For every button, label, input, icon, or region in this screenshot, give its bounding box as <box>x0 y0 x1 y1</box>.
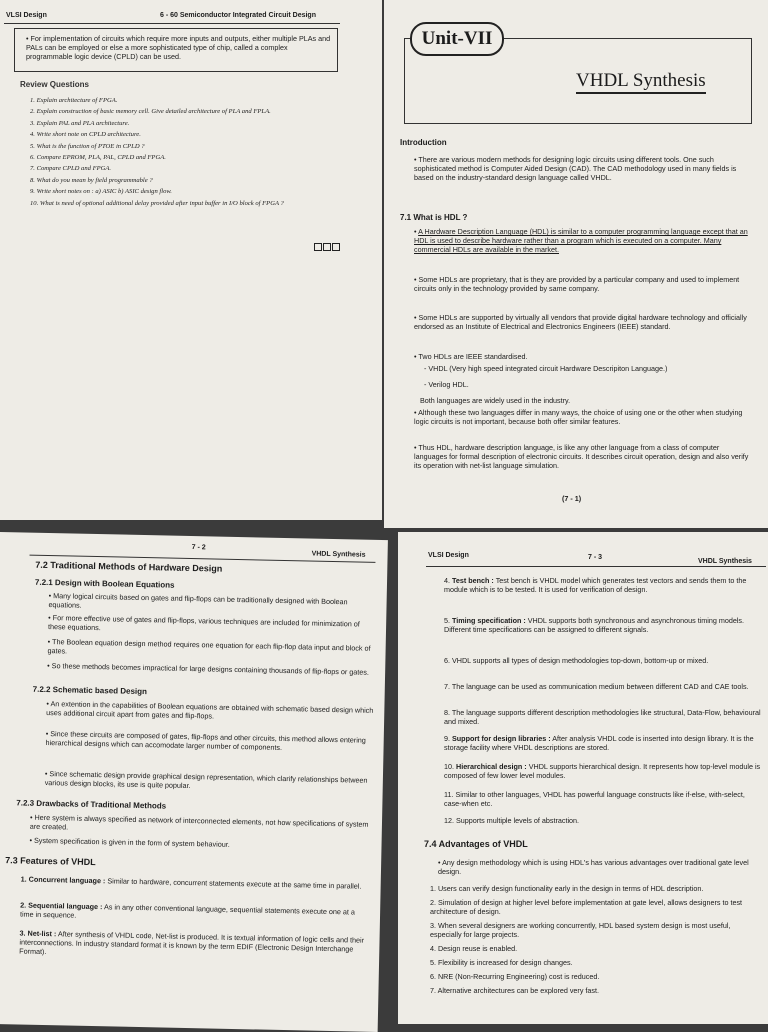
advantages-list <box>430 884 760 995</box>
feature-4: 4. Test bench : Test bench is VHDL model which generates test vectors and sends them to the module which is to be tested. It is used for verification of design. <box>444 576 747 594</box>
advantage-3: 3. When several designers are working concurrently, HDL based system design is most useful, especially for large projects. <box>430 921 731 939</box>
header-rule <box>4 23 340 24</box>
drawback-bullet-2: • System specification is given in the form of system behaviour. <box>29 835 230 849</box>
intro-heading: Introduction <box>400 138 447 147</box>
page-header-right: VHDL Synthesis <box>311 550 366 559</box>
drawback-bullet-1: • Here system is always specified as network of interconnected elements, not how specifications of system are created. <box>29 812 369 832</box>
section-7-1-heading: 7.1 What is HDL ? <box>400 213 468 222</box>
section-7-2-2-heading: 7.2.2 Schematic based Design <box>32 684 148 697</box>
chapter-title: VHDL Synthesis <box>576 70 706 94</box>
section-7-2-heading: 7.2 Traditional Methods of Hardware Design <box>35 559 223 574</box>
hdl-bullet-2: • Some HDLs are proprietary, that is they are provided by a particular company and used to implement circuits only in the technology provided by same company. <box>414 275 740 293</box>
page-header-right: 6 - 60 Semiconductor Integrated Circuit Design <box>160 12 316 19</box>
both-languages: Both languages are widely used in the industry. <box>420 396 571 405</box>
feature-6: 6. VHDL supports all types of design methodologies top-down, bottom-up or mixed. <box>444 656 709 665</box>
page-7-2 <box>0 532 388 1032</box>
boolean-bullet-3: • The Boolean equation design method requires one equation for each flip-flop data input and block of gates. <box>47 637 371 656</box>
intro-bullet: • There are various modern methods for designing logic circuits using different tools. One such sophisticated method is Computer Aided Design (CAD). The CAD methodology used in many fields is based on the industry-standard design language called VHDL. <box>414 155 737 182</box>
advantage-6: 6. NRE (Non-Recurring Engineering) cost is reduced. <box>430 972 600 981</box>
feature-5: 5. Timing specification : VHDL supports both synchronous and asynchronous timing models. Different time specifications can be assigned to different signals. <box>444 616 745 634</box>
page-6-60 <box>0 0 382 520</box>
section-7-4-heading: 7.4 Advantages of VHDL <box>424 839 528 849</box>
feature-8: 8. The language supports different description methodologies like structural, Data-Flow, behavioural and mixed. <box>444 708 761 726</box>
schematic-bullet-1: • An extention in the capabilities of Boolean equations are obtained with schematic based design which uses additional circuit apart from gates and flip-flops. <box>46 699 374 721</box>
feature-10: 10. Hierarchical design : VHDL supports hierarchical design. It represents how top-level module is composed of few lower level modules. <box>444 762 761 780</box>
header-rule <box>426 566 766 567</box>
hdl-bullet-4: • Two HDLs are IEEE standardised. <box>414 352 528 361</box>
advantages-bullet: • Any design methodology which is using HDL's has various advantages over traditional gate level design. <box>438 858 749 876</box>
section-7-2-1-heading: 7.2.1 Design with Boolean Equations <box>34 577 175 590</box>
hdl-bullet-1: • A Hardware Description Language (HDL) is similar to a computer programming language except that an HDL is used to describe hardware rather than a program which is executed on a computer. Many commercial HDLs are available in the market. <box>414 227 748 254</box>
review-questions: 1. Explain architecture of FPGA. 2. Explain construction of basic memory cell. Give detailed architecture of PLA and FPLA. 3. Explain PAL and PLA architecture. 4. Write short note on CPLD architecture. 5. What is the function of PTOE in CPLD ? 6. Compare EPROM, PLA, PAL, CPLD and FPGA. 7. Compare CPLD and FPGA. 8. What do you mean by field programmable ? 9. Write short notes on : a) ASIC b) ASIC design flow. 10. What is need of optional additional delay provided after input buffer in I/O block of FPGA ? <box>30 97 284 207</box>
box-bullet: • For implementation of circuits which require more inputs and outputs, either multiple PLAs and PALs can be employed or else a more sophisticated type of chip, called a complex programmable logic device (CPLD) can be used. <box>26 34 331 61</box>
page-7-1 <box>384 0 768 528</box>
advantage-5: 5. Flexibility is increased for design changes. <box>430 958 573 967</box>
advantage-2: 2. Simulation of design at higher level before implementation at gate level, allows designers to test architecture of design. <box>430 898 743 916</box>
page-header-left: VLSI Design <box>6 12 47 19</box>
feature-7: 7. The language can be used as communication medium between different CAD and CAE tools. <box>444 682 749 691</box>
feature-9: 9. Support for design libraries : After analysis VHDL code is inserted into design library. It is the storage facility where VHDL descriptions are stored. <box>444 734 754 752</box>
feature-12: 12. Supports multiple levels of abstraction. <box>444 816 580 825</box>
advantage-4: 4. Design reuse is enabled. <box>430 944 518 953</box>
page-number: (7 - 1) <box>562 494 582 503</box>
feature-2: 2. Sequential language : As in any other conventional language, sequential statements execute one at a time in sequence. <box>19 900 356 920</box>
boolean-bullet-1: • Many logical circuits based on gates and flip-flops can be traditionally designed with Boolean equations. <box>48 591 348 610</box>
page-header-left: VLSI Design <box>428 552 469 559</box>
vhdl-item: - VHDL (Very high speed integrated circuit Hardware Descripiton Language.) <box>424 364 668 373</box>
advantage-7: 7. Alternative architectures can be explored very fast. <box>430 986 599 995</box>
end-marks <box>313 238 340 256</box>
page-7-3 <box>398 532 768 1024</box>
page-header-center: 7 - 2 <box>191 544 206 552</box>
boolean-bullet-2: • For more effective use of gates and flip-flops, various techniques are included for minimization of these equations. <box>47 613 360 633</box>
feature-11: 11. Similar to other languages, VHDL has powerful language constructs like if-else, with-select, case-when etc. <box>444 790 745 808</box>
page-header-right: VHDL Synthesis <box>698 558 752 565</box>
section-7-3-heading: 7.3 Features of VHDL <box>5 855 96 868</box>
schematic-bullet-2: • Since these circuits are composed of gates, flip-flops and other circuits, this method allows entering hierarchical designs which can accomodate larger number of components. <box>45 729 366 752</box>
schematic-bullet-3: • Since schematic design provide graphical design representation, which clarify relationships between various design blocks, its use is quite popular. <box>44 768 368 791</box>
feature-1: 1. Concurrent language : Similar to hardware, concurrent statements execute at the same time in parallel. <box>20 874 362 891</box>
boolean-bullet-4: • So these methods becomes impractical for large designs containing thousands of flip-flops or gates. <box>47 661 369 677</box>
advantage-1: 1. Users can verify design functionality early in the design in terms of HDL description. <box>430 884 704 893</box>
section-7-2-3-heading: 7.2.3 Drawbacks of Traditional Methods <box>16 798 167 811</box>
page-header-center: 7 - 3 <box>588 554 603 561</box>
feature-3: 3. Net-list : After synthesis of VHDL code, Net-list is produced. It is textual information of logic cells and their interconnections. In industry standard format it is known by the term EDIF (Electronic Design Interchange Format). <box>19 928 365 957</box>
verilog-item: - Verilog HDL. <box>424 380 469 389</box>
review-heading: Review Questions <box>20 80 89 89</box>
hdl-bullet-5: • Although these two languages differ in many ways, the choice of using one or the other when studying logic circuits is not important, because both offer similar features. <box>414 408 743 426</box>
hdl-bullet-3: • Some HDLs are supported by virtually all vendors that provide digital hardware technology and officially endorsed as an Institute of Electrical and Electronics Engineers (IEEE) standard. <box>414 313 747 331</box>
unit-label: Unit-VII <box>410 22 504 56</box>
hdl-bullet-6: • Thus HDL, hardware description language, is like any other language from a class of computer languages for formal description of electronic circuits. It describes circuit operation, design and also verify its operation with net-list language simulation. <box>414 443 749 470</box>
